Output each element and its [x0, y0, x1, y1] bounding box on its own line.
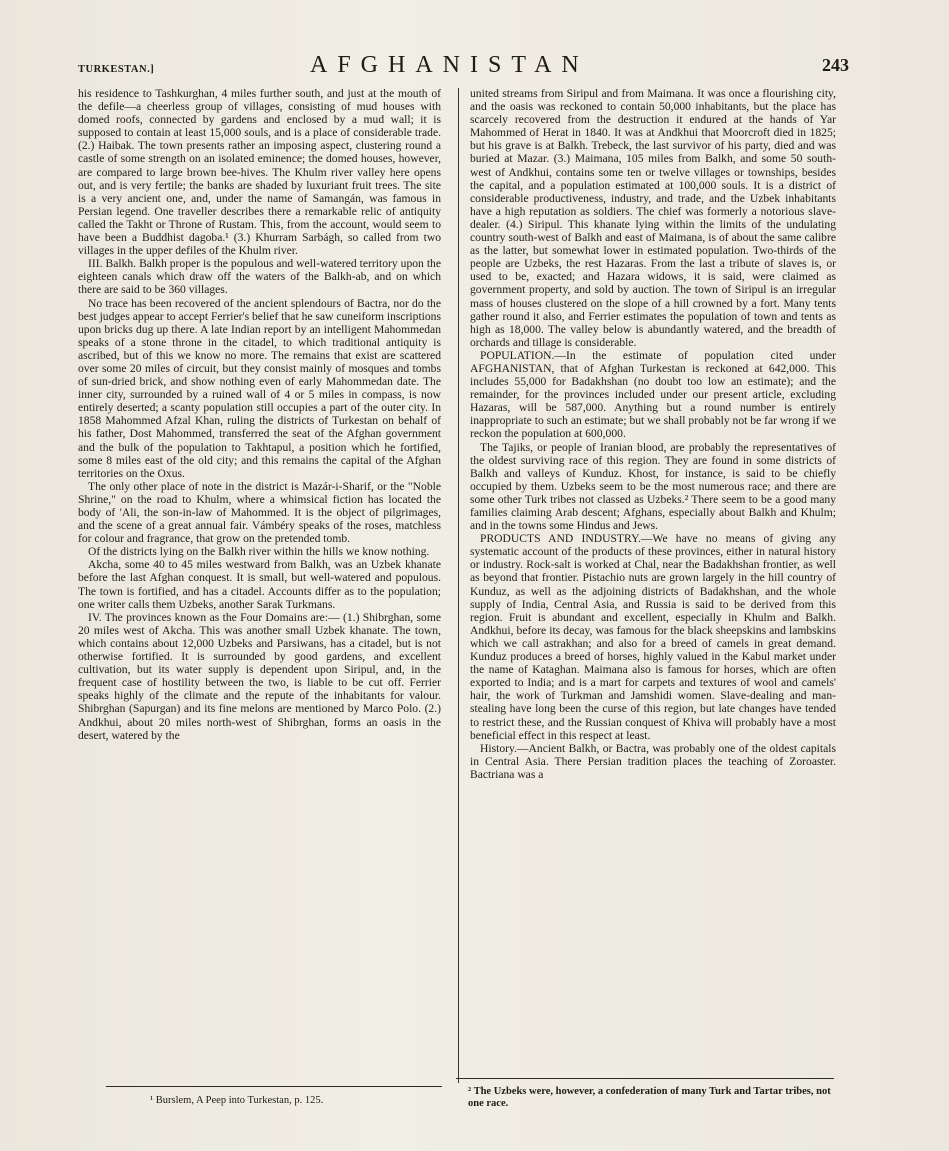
- running-head-section: TURKESTAN.]: [78, 64, 155, 75]
- paragraph: his residence to Tashkurghan, 4 miles further south, and just at the mouth of the defile—a cheerless group of villages, consisting of mud houses with domed roofs, connected by gardens and enclosed by a mud wall; it is supposed to contain at least 15,000 souls, and is a place of considerable trade. (2.) Haibak. The town presents rather an imposing aspect, clustering round a castle of some strength on an isolated eminence; the domed houses, however, are compared to large brown bee-hives. The Khulm river valley here opens out, and is very fertile; the banks are shaded by luxuriant fruit trees. The site is a very ancient one, and, under the name of Samangán, was famous in Persian legend. One traveller describes there a remarkable relic of antiquity called the Takht or Throne of Rustam. This, from the account, would seem to have been a Buddhist dagoba.¹ (3.) Khurram Sarbágh, so called from two villages in the upper defiles of the Khulm river.: [78, 87, 441, 258]
- right-column: [470, 87, 836, 781]
- paragraph: History.—Ancient Balkh, or Bactra, was probably one of the oldest capitals in Central Asia. There Persian tradition places the teaching of Zoroaster. Bactriana was a: [470, 741, 836, 781]
- paragraph: Akcha, some 40 to 45 miles westward from Balkh, was an Uzbek khanate before the last Afghan conquest. It is small, but well-watered and populous. The town is fortified, and has a citadel. Accounts differ as to the population; one writer calls them Uzbeks, another Sarak Turkmans.: [78, 558, 441, 611]
- running-head-title: AFGHANISTAN: [310, 52, 589, 78]
- paragraph: IV. The provinces known as the Four Domains are:— (1.) Shibrghan, some 20 miles west of Akcha. This was another small Uzbek khanate. The town, which contains about 12,000 Uzbeks and Parsiwans, has a citadel, but is not otherwise fortified. It is surrounded by good gardens, and excellent cultivation, but its water supply is dependent upon Siripul, and, in the frequent case of hostility between the two, is liable to be cut off. Ferrier speaks highly of the climate and the repute of the inhabitants for valour. Shibrghan (Sapurgan) and its fine melons are mentioned by Marco Polo. (2.) Andkhui, about 20 miles north-west of Shibrghan, forms an oasis in the desert, watered by the: [78, 610, 441, 742]
- paragraph: united streams from Siripul and from Maimana. It was once a flourishing city, and the oasis was reckoned to contain 50,000 inhabitants, but the place has scarcely recovered from the destruction it endured at the hands of Yar Mahommed of Herat in 1840. It was at Andkhui that Moorcroft died in 1825; but his grave is at Balkh. Trebeck, the last survivor of his party, died and was buried at Mazar. (3.) Maimana, 105 miles from Balkh, and some 50 south-west of Andkhui, contains some ten or twelve villages or townships, besides the capital, and a population estimated at 100,000 souls. It is a district of considerable productiveness, industry, and trade, and the Uzbek inhabitants have a high reputation as soldiers. The chief was formerly a notorious slave-dealer. (4.) Siripul. This khanate lying within the limits of the undulating country south-west of Balkh and east of Maimana, is of about the same calibre as the latter, but somewhat lower in estimated population. Two-thirds of the people are Uzbeks, the rest Hazaras. From the last a tribute of slaves is, or used to be, exacted; and Hazara widows, it is said, were claimed as government property, and sold by auction. The town of Siripul is an irregular mass of houses clustered on the slope of a hill crowned by a fort. Many tents gather round it also, and Ferrier estimates the population of town and tents as high as 18,000. The valley below is abundantly watered, and the breadth of orchards and tillage is considerable.: [470, 87, 836, 349]
- paragraph: POPULATION.—In the estimate of population cited under AFGHANISTAN, that of Afghan Turkestan is reckoned at 642,000. This includes 55,000 for Badakhshan (no doubt too low an estimate); and the remainder, for the provinces included under our present article, excluding Hazaras, will be 587,000. Anything but a round number is entirely inappropriate to such an estimate; but we shall probably not be far wrong if we reckon the population at 600,000.: [470, 348, 836, 441]
- footnote-rule: [456, 1078, 834, 1079]
- page-number: 243: [822, 55, 849, 75]
- footnote-rule: [106, 1086, 442, 1087]
- column-divider: [458, 88, 459, 1083]
- paragraph: The Tajiks, or people of Iranian blood, are probably the representatives of the oldest surviving race of this region. They are found in some districts of Balkh and valleys of Kunduz. Khost, for instance, is said to be chiefly occupied by them. Uzbeks seem to be the most numerous race; and there are some other Turk tribes not classed as Uzbeks.² There seem to be a good many families claiming Arab descent; Afghans, especially about Balkh and Khulm; and in the towns some Hindus and Jews.: [470, 440, 836, 533]
- footnote-right: ² The Uzbeks were, however, a confederation of many Turk and Tartar tribes, not one race.: [468, 1086, 831, 1109]
- left-column: [78, 87, 441, 742]
- paragraph: No trace has been recovered of the ancient splendours of Bactra, nor do the best judges appear to accept Ferrier's belief that he saw cuneiform inscriptions upon bricks dug up there. A late Indian report by an intelligent Mahommedan speaks of a stone throne in the citadel, to which traditional antiquity is ascribed, but of this we know no more. The remains that exist are scattered over some 20 miles of circuit, but they consist mainly of mosques and tombs of sun-dried brick, and show nothing even of early Mahommedan date. The inner city, surrounded by a ruined wall of 4 or 5 miles in compass, is now entirely deserted; a scanty population still occupies a part of the outer city. In 1858 Mahommed Afzal Khan, ruling the districts of Turkestan on behalf of his father, Dost Mahommed, transferred the seat of the Afghan government and the bulk of the population to Takhtapul, a position which he fortified, some 8 miles east of the old city; and this remains the capital of the Afghan territories on the Oxus.: [78, 296, 441, 480]
- paragraph: III. Balkh. Balkh proper is the populous and well-watered territory upon the eighteen canals which draw off the waters of the Balkh-ab, and on which there are said to be 360 villages.: [78, 257, 441, 297]
- paragraph: PRODUCTS AND INDUSTRY.—We have no means of giving any systematic account of the products of these provinces, either in natural history or industry. Rock-salt is worked at Chal, near the Badakhshan frontier, as well as beyond that frontier. Pistachio nuts are grown largely in the hill country of Kunduz, as well as the adjoining districts of Badakhshan, and the whole supply of India, Central Asia, and Russia is said to be derived from this region. Fruit is abundant and excellent, especially in Khulm and Balkh. Andkhui, before its decay, was famous for the black sheepskins and lambskins which we call astrakhan; and also for a breed of camels in great demand. Kunduz produces a breed of horses, highly valued in the Kabul market under the name of Kataghan. Maimana also is famous for horses, which are often exported to India; and is a mart for carpets and textures of wool and camels' hair, the work of Turkman and Jamshidi women. Slave-dealing and man-stealing have long been the curse of this region, but late changes have tended to restrict these, and the Russian conquest of Khiva will probably have a most beneficial effect in this respect at least.: [470, 532, 836, 742]
- paragraph: Of the districts lying on the Balkh river within the hills we know nothing.: [88, 545, 430, 559]
- footnote-left: ¹ Burslem, A Peep into Turkestan, p. 125.: [150, 1095, 324, 1106]
- paragraph: The only other place of note in the district is Mazár-i-Sharif, or the "Noble Shrine," on the road to Khulm, where a whimsical fiction has located the body of 'Ali, the son-in-law of Mahommed. It is the object of pilgrimages, and the scene of a great annual fair. Vámbéry speaks of the roses, matchless for colour and fragrance, that grow on the pretended tomb.: [78, 479, 441, 546]
